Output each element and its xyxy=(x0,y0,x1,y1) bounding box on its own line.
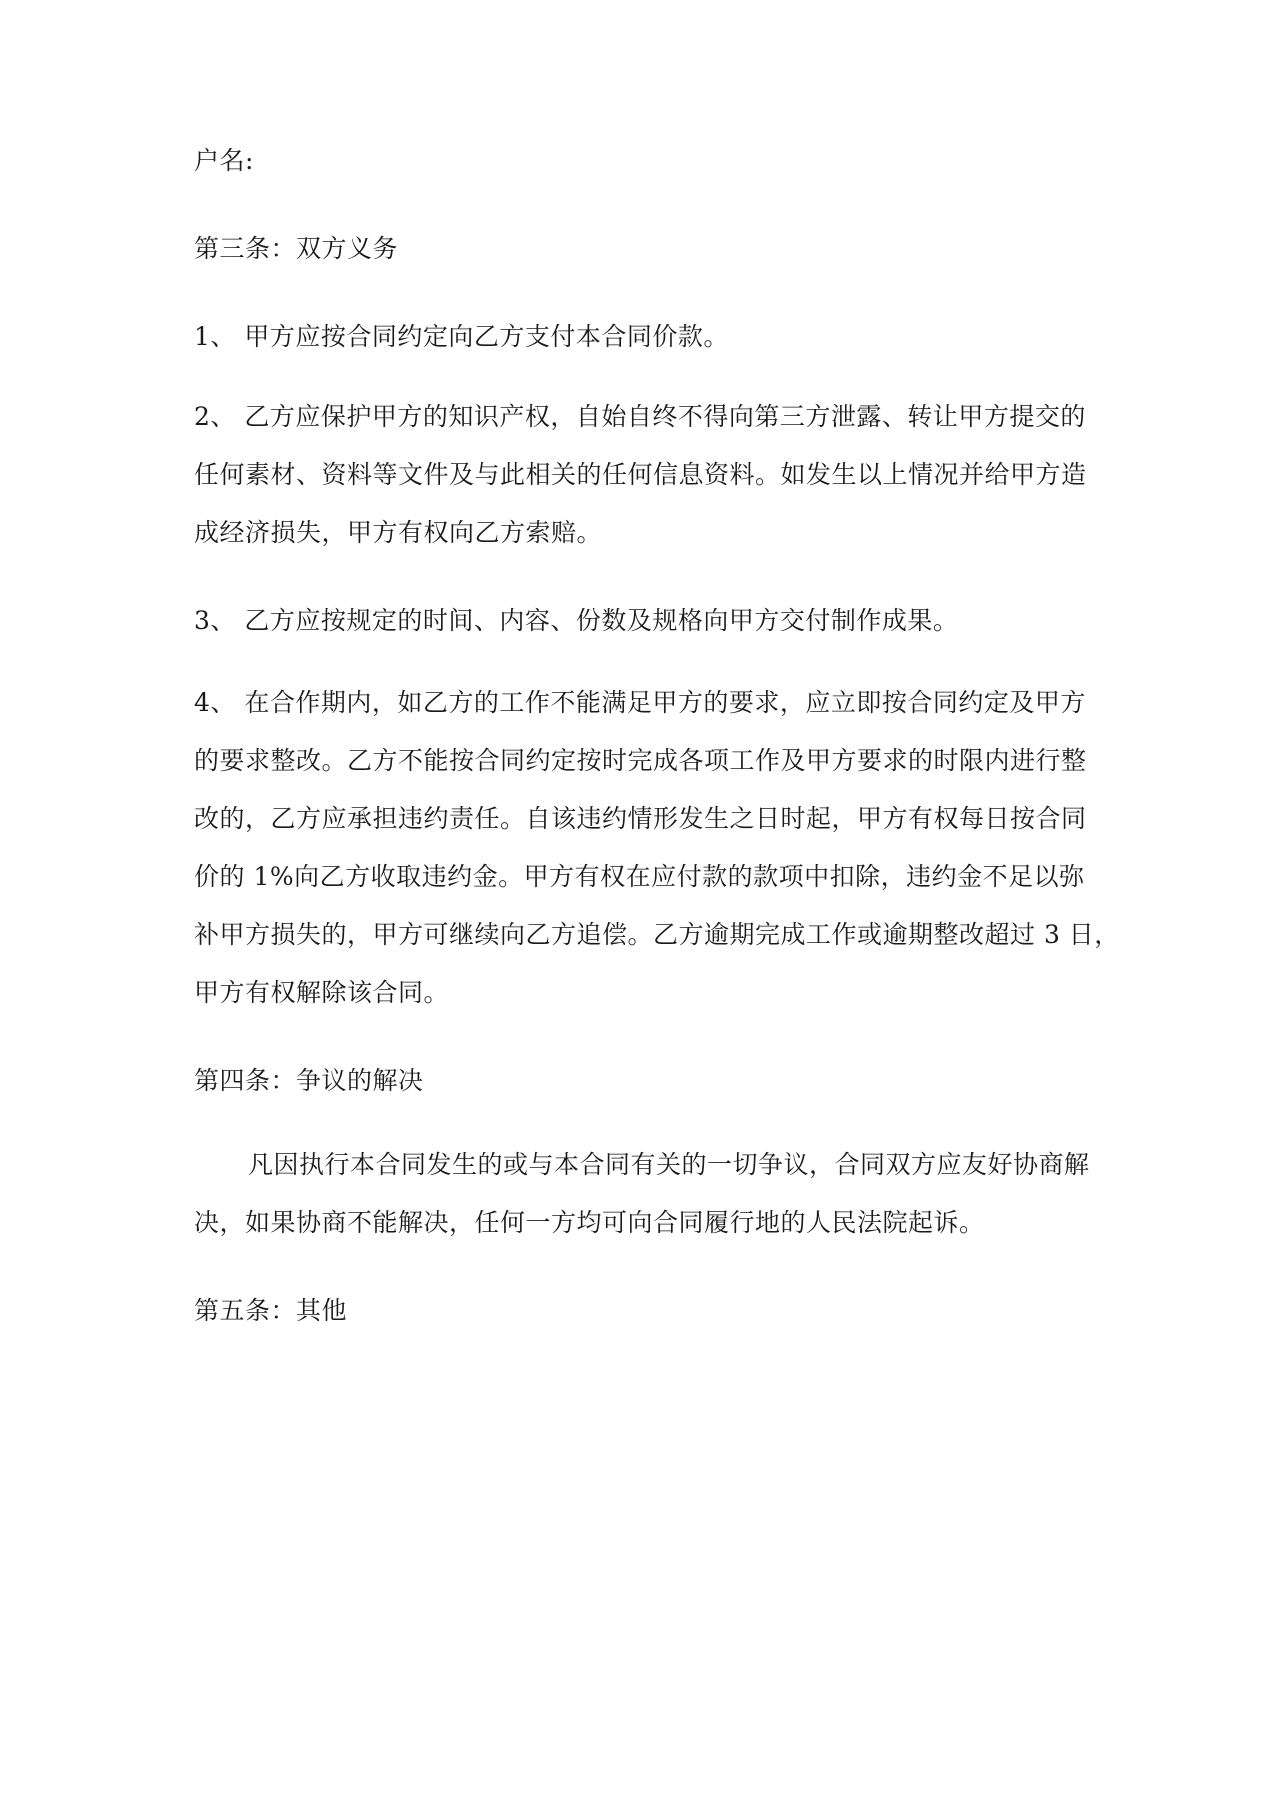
article-3-item-4-line-4: 价的 1%向乙方收取违约金。甲方有权在应付款的款项中扣除，违约金不足以弥 xyxy=(194,862,1085,891)
article-3-item-2-line-3: 成经济损失，甲方有权向乙方索赔。 xyxy=(194,518,603,547)
article-3-item-3: 3、 乙方应按规定的时间、内容、份数及规格向甲方交付制作成果。 xyxy=(194,606,959,635)
article-3-item-1: 1、 甲方应按合同约定向乙方支付本合同价款。 xyxy=(194,322,729,351)
article-3-item-2-line-2: 任何素材、资料等文件及与此相关的任何信息资料。如发生以上情况并给甲方造 xyxy=(194,460,1087,489)
article-5-heading: 第五条：其他 xyxy=(194,1296,348,1325)
article-4-body-line-1: 凡因执行本合同发生的或与本合同有关的一切争议，合同双方应友好协商解 xyxy=(248,1150,1090,1179)
article-3-item-4-line-6: 甲方有权解除该合同。 xyxy=(194,978,450,1007)
article-3-item-4-line-3: 改的，乙方应承担违约责任。自该违约情形发生之日时起，甲方有权每日按合同 xyxy=(194,804,1087,833)
article-3-item-4-line-5: 补甲方损失的，甲方可继续向乙方追偿。乙方逾期完成工作或逾期整改超过 3 日， xyxy=(194,920,1120,949)
article-4-body-line-2: 决，如果协商不能解决，任何一方均可向合同履行地的人民法院起诉。 xyxy=(194,1208,985,1237)
account-name-label: 户名: xyxy=(194,146,254,175)
article-3-heading: 第三条：双方义务 xyxy=(194,234,399,263)
article-4-heading: 第四条：争议的解决 xyxy=(194,1066,424,1095)
article-3-item-4-line-1: 4、 在合作期内，如乙方的工作不能满足甲方的要求，应立即按合同约定及甲方 xyxy=(194,688,1086,717)
article-3-item-4-line-2: 的要求整改。乙方不能按合同约定按时完成各项工作及甲方要求的时限内进行整 xyxy=(194,746,1087,775)
article-3-item-2-line-1: 2、 乙方应保护甲方的知识产权，自始自终不得向第三方泄露、转让甲方提交的 xyxy=(194,402,1086,431)
